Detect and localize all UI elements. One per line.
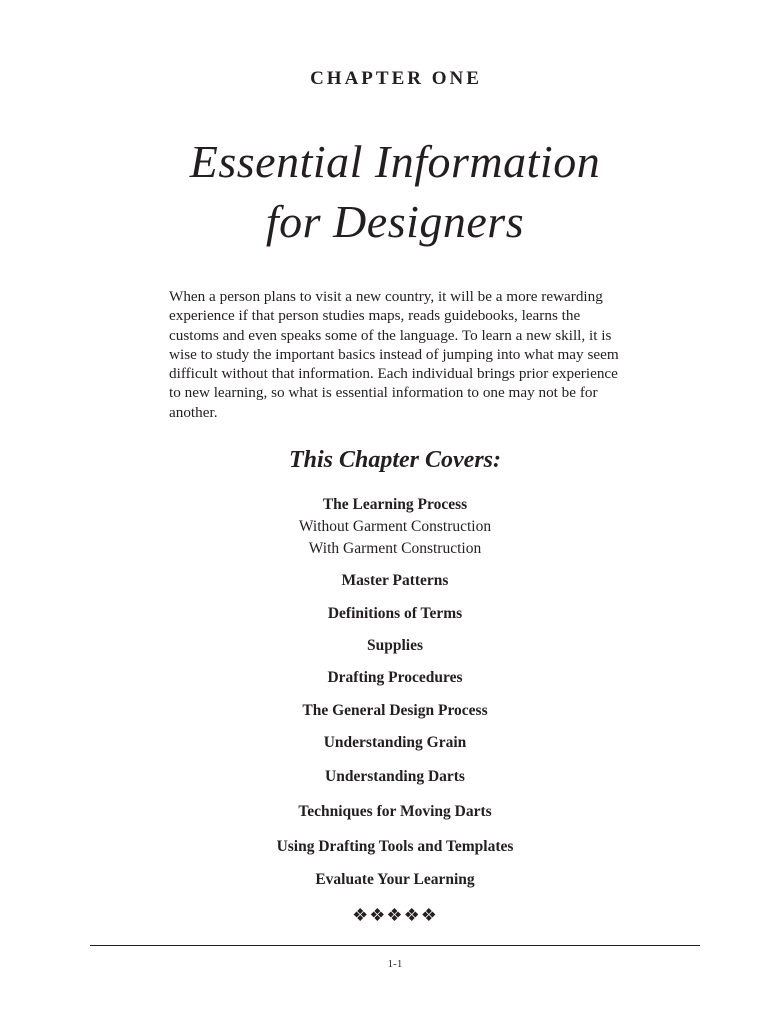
topic-learning-process: The Learning Process <box>322 496 468 513</box>
intro-paragraph: When a person plans to visit a new country, it will be a more rewarding experience if that person studies maps, reads guidebooks, learns the customs and even speaks some of the language. To learn a new skill, it is wise to study the important basics instead of jumping into what may seem difficult without that information. Each individual brings prior experience to new learning, so what is essential information to one may not be for another. <box>169 288 619 421</box>
topic-general-design-process: The General Design Process <box>302 702 488 719</box>
subtopic-without-garment-construction: Without Garment Construction <box>298 518 492 535</box>
topic-definitions-of-terms: Definitions of Terms <box>327 605 463 622</box>
chapter-covers-heading: This Chapter Covers: <box>288 447 501 473</box>
topic-supplies: Supplies <box>366 637 423 654</box>
page-number: 1-1 <box>387 958 403 970</box>
topic-understanding-grain: Understanding Grain <box>323 734 467 751</box>
subtopic-with-garment-construction: With Garment Construction <box>308 540 482 557</box>
chapter-title <box>0 132 768 252</box>
topic-understanding-darts: Understanding Darts <box>325 768 465 785</box>
topic-moving-darts: Techniques for Moving Darts <box>298 803 492 820</box>
topic-master-patterns: Master Patterns <box>341 572 449 589</box>
chapter-title-line-1: Essential Information <box>189 136 601 187</box>
chapter-title-line-2: for Designers <box>265 196 525 247</box>
topic-drafting-procedures: Drafting Procedures <box>327 669 463 686</box>
chapter-label: CHAPTER ONE <box>310 68 482 89</box>
section-ornament: ❖❖❖❖❖ <box>352 905 438 926</box>
footer-divider <box>90 945 700 946</box>
topic-drafting-tools-templates: Using Drafting Tools and Templates <box>276 838 514 855</box>
topic-evaluate-learning: Evaluate Your Learning <box>315 871 475 888</box>
